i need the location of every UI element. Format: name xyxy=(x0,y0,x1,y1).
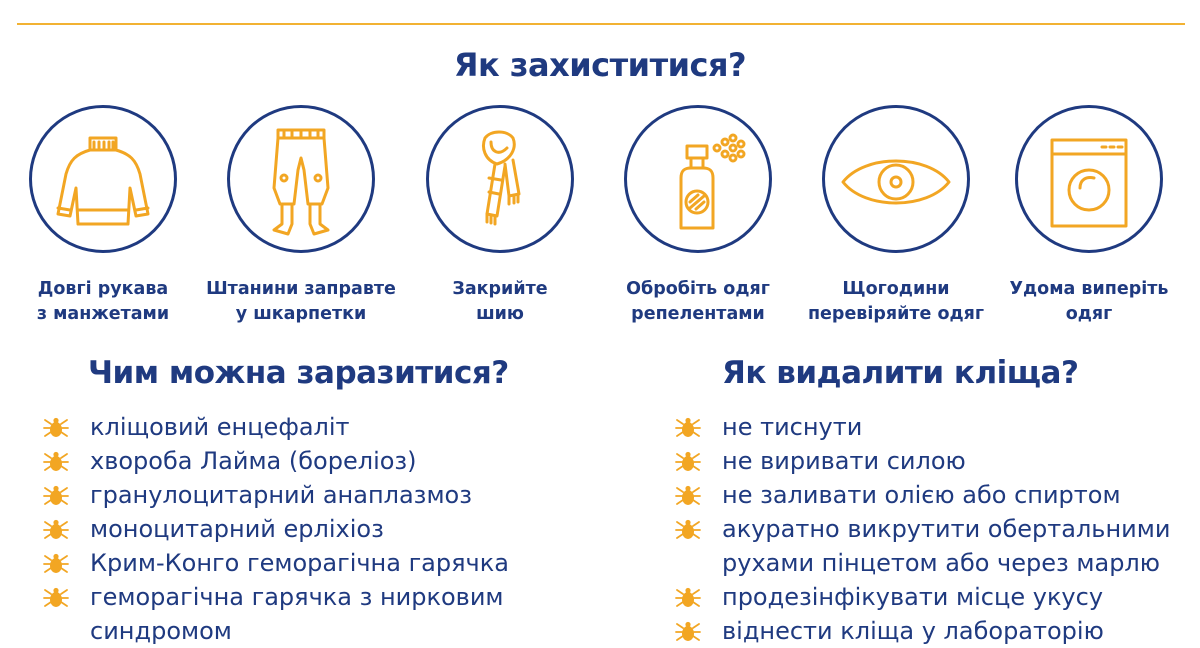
protect-item-label xyxy=(0,277,206,327)
icon-circle xyxy=(227,105,375,253)
infection-heading: Чим можна заразитися? xyxy=(88,355,509,391)
infection-item xyxy=(42,512,562,546)
removal-item-text: продезінфікувати місце укусу xyxy=(722,583,1104,611)
infection-item xyxy=(42,478,562,512)
spray-bottle-icon xyxy=(627,108,769,250)
protect-item-label xyxy=(986,277,1192,327)
protect-item-label xyxy=(198,277,404,327)
scarf-icon xyxy=(429,108,571,250)
tick-icon xyxy=(674,517,702,543)
top-divider xyxy=(17,23,1185,25)
removal-item xyxy=(674,444,1194,478)
icon-circle xyxy=(426,105,574,253)
removal-list xyxy=(674,410,1194,648)
tick-icon xyxy=(42,415,70,441)
removal-item-text: не тиснути xyxy=(722,413,863,441)
tick-icon xyxy=(42,517,70,543)
label-line-1: Удома виперіть xyxy=(1009,279,1169,299)
infection-item-text: Крим-Конго геморагічна гарячка xyxy=(90,549,509,577)
infection-item-text: геморагічна гарячка з нирковим синдромом xyxy=(90,583,504,645)
protection-icons xyxy=(0,105,1200,335)
tick-icon xyxy=(42,483,70,509)
label-line-2: одяг xyxy=(1065,304,1113,324)
tick-icon xyxy=(674,415,702,441)
tick-icon xyxy=(42,585,70,611)
removal-item-text: акуратно викрутити обертальними рухами пінцетом або через марлю xyxy=(722,515,1171,577)
label-line-1: Штанини заправте xyxy=(206,279,396,299)
removal-item xyxy=(674,410,1194,444)
removal-item xyxy=(674,580,1194,614)
label-line-1: Обробіть одяг xyxy=(626,279,770,299)
tick-icon xyxy=(42,449,70,475)
tick-icon xyxy=(674,585,702,611)
trousers-socks-icon xyxy=(230,108,372,250)
washing-machine-icon xyxy=(1018,108,1160,250)
protect-item-label xyxy=(397,277,603,327)
label-line-2: у шкарпетки xyxy=(235,304,367,324)
protect-heading: Як захиститися? xyxy=(453,46,747,84)
infection-item xyxy=(42,410,562,444)
infection-item xyxy=(42,546,562,580)
label-line-1: Щогодини xyxy=(842,279,950,299)
removal-item-text: не заливати олією або спиртом xyxy=(722,481,1121,509)
infection-item-text: гранулоцитарний анаплазмоз xyxy=(90,481,472,509)
icon-circle xyxy=(624,105,772,253)
removal-item-text: не виривати силою xyxy=(722,447,966,475)
tick-icon xyxy=(42,551,70,577)
removal-item-text: віднести кліща у лабораторію xyxy=(722,617,1104,645)
tick-icon xyxy=(674,619,702,645)
label-line-2: шию xyxy=(476,304,524,324)
icon-circle xyxy=(822,105,970,253)
label-line-1: Довгі рукава xyxy=(37,279,169,299)
removal-item xyxy=(674,512,1194,580)
icon-circle xyxy=(1015,105,1163,253)
infection-item-text: хвороба Лайма (бореліоз) xyxy=(90,447,417,475)
removal-heading: Як видалити кліща? xyxy=(722,355,1079,391)
protect-item-label xyxy=(595,277,801,327)
sweater-icon xyxy=(32,108,174,250)
infection-item xyxy=(42,444,562,478)
infection-item-text: кліщовий енцефаліт xyxy=(90,413,350,441)
protect-item-label xyxy=(793,277,999,327)
label-line-1: Закрийте xyxy=(452,279,548,299)
tick-icon xyxy=(674,483,702,509)
label-line-2: з манжетами xyxy=(36,304,170,324)
tick-icon xyxy=(674,449,702,475)
removal-item xyxy=(674,478,1194,512)
removal-item xyxy=(674,614,1194,648)
label-line-2: репелентами xyxy=(631,304,765,324)
infection-list xyxy=(42,410,562,648)
eye-icon xyxy=(825,108,967,250)
infection-item xyxy=(42,580,562,648)
label-line-2: перевіряйте одяг xyxy=(807,304,985,324)
infection-item-text: моноцитарний ерліхіоз xyxy=(90,515,384,543)
icon-circle xyxy=(29,105,177,253)
